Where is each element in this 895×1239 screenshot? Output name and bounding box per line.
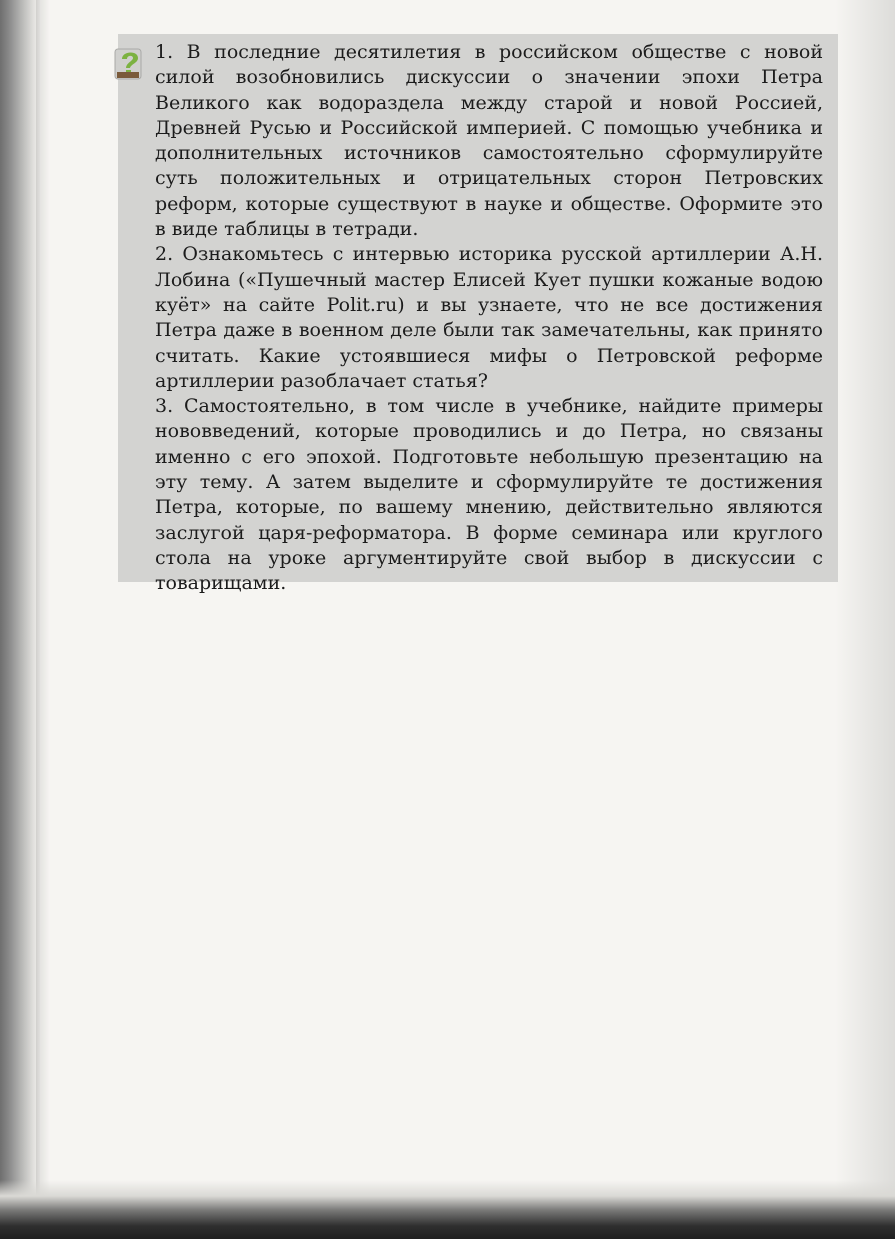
assignment-list bbox=[155, 40, 823, 597]
page-gutter bbox=[0, 0, 40, 1239]
question-icon bbox=[113, 45, 145, 83]
assignment-item-2: 2. Ознакомьтесь с интервью историка русской артиллерии А.Н. Лобина («Пушечный мастер Елисей Кует пушки кожаные водою куёт» на сайте Polit.ru) и вы узнаете, что не все достижения Петра даже в военном деле были так замечательны, как принято считать. Какие устоявшиеся мифы о Петровской реформе артиллерии разоблачает статья? bbox=[155, 243, 823, 392]
spine-shadow bbox=[36, 0, 50, 1239]
assignment-item-3: 3. Самостоятельно, в том числе в учебнике, найдите примеры нововведений, которые проводились и до Петра, но связаны именно с его эпохой. Подготовьте небольшую презентацию на эту тему. А затем выделите и сформулируйте те достижения Петра, которые, по вашему мнению, действительно являются заслугой царя-реформатора. В форме семинара или круглого стола на уроке аргументируйте свой выбор в дискуссии с товарищами. bbox=[155, 395, 823, 595]
bottom-page-shadow bbox=[0, 1180, 895, 1239]
assignment-item-1: 1. В последние десятилетия в российском обществе с новой силой возобновились дискуссии о значении эпохи Петра Великого как водораздела между старой и новой Россией, Древней Русью и Российской империей. С помощью учебника и дополнительных источников самостоятельно сформулируйте суть положительных и отрицательных сторон Петровских реформ, которые существуют в науке и обществе. Оформите это в виде таблицы в тетради. bbox=[155, 41, 823, 241]
page-edge-shade bbox=[835, 0, 895, 1200]
